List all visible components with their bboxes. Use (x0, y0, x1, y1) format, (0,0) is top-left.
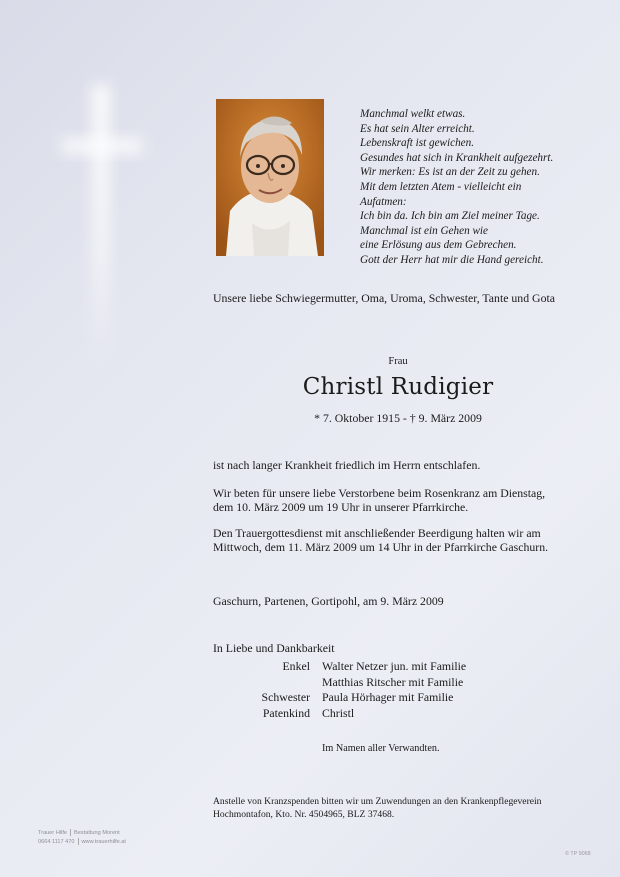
relative-role (212, 675, 310, 691)
relative-role: Patenkind (262, 705, 310, 720)
poem-line: Aufatmen: (360, 195, 407, 208)
relative-name: Paula Hörhager mit Familie (322, 690, 454, 705)
relatives-names (322, 659, 466, 721)
signature-intro: In Liebe und Dankbarkeit (213, 641, 335, 655)
relative-role: Enkel (282, 659, 310, 673)
donation-note: Anstelle von Kranzspenden bitten wir um Zuwendungen an den Krankenpflegeverein Hochmontafon, Kto. Nr. 4504965, BLZ 37468. (213, 796, 542, 820)
poem-line: Manchmal welkt etwas. (360, 108, 466, 120)
poem-line: Wir merken: Es ist an der Zeit zu gehen. (360, 166, 540, 179)
relative-role: Schwester (261, 690, 310, 705)
undertaker-logo: Trauer Hilfe Bestattung Morent 0664 1117 470 www.trauerhilfe.at (38, 830, 126, 845)
print-code: © TP 9068 (565, 851, 591, 857)
poem-line: Mit dem letzten Atem - vielleicht ein (360, 180, 522, 193)
poem-line: Gott der Herr hat mir die Hand gereicht. (360, 253, 544, 266)
family-intro: Unsere liebe Schwiegermutter, Oma, Uroma, Schwester, Tante und Gota (213, 291, 555, 305)
life-dates: * 7. Oktober 1915 - † 9. März 2009 (314, 411, 482, 425)
place-date: Gaschurn, Partenen, Gortipohl, am 9. März 2009 (213, 594, 444, 608)
poem (360, 107, 600, 268)
relative-name: Christl (322, 705, 355, 720)
poem-line: Es hat sein Alter erreicht. (360, 122, 475, 135)
portrait-photo (216, 99, 324, 256)
cross-icon (0, 0, 200, 380)
deceased-name: Christl Rudigier (302, 374, 494, 400)
relative-name: Matthias Ritscher mit Familie (322, 674, 464, 689)
funeral-text: Den Trauergottesdienst mit anschließender Beerdigung halten wir am Mittwoch, dem 11. März 2009 um 14 Uhr in der Pfarrkirche Gaschurn. (213, 526, 549, 554)
poem-line: Gesundes hat sich in Krankheit aufgezehrt. (360, 151, 554, 164)
relatives-roles (212, 659, 310, 721)
poem-line: Ich bin da. Ich bin am Ziel meiner Tage. (360, 210, 540, 223)
rosary-text: Wir beten für unsere liebe Verstorbene beim Rosenkranz am Dienstag, dem 10. März 2009 um 19 Uhr in unserer Pfarrkirche. (213, 486, 546, 514)
relative-name: Walter Netzer jun. mit Familie (322, 659, 467, 673)
passing-text: ist nach langer Krankheit friedlich im Herrn entschlafen. (213, 458, 481, 472)
poem-line: eine Erlösung aus dem Gebrechen. (360, 239, 517, 252)
poem-line: Lebenskraft ist gewichen. (360, 137, 475, 150)
poem-line: Manchmal ist ein Gehen wie (360, 224, 489, 237)
honorific: Frau (388, 356, 408, 367)
relatives-closing: Im Namen aller Verwandten. (322, 743, 440, 754)
